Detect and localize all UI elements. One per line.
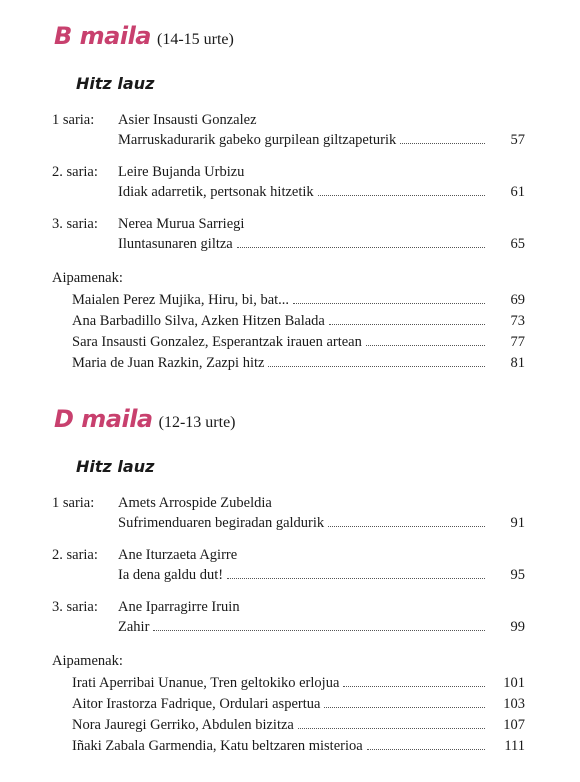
prize-entry <box>0 112 580 152</box>
mentions-label: Aipamenak: <box>52 270 123 286</box>
dot-leader <box>343 685 485 687</box>
prize-title: Zahir <box>118 619 150 635</box>
mention-entry <box>72 292 525 310</box>
page-number: 81 <box>510 355 525 371</box>
prize-author: Amets Arrospide Zubeldia <box>118 495 272 511</box>
prize-author: Ane Iturzaeta Agirre <box>118 547 238 563</box>
mention-text: Maria de Juan Razkin, Zazpi hitz <box>72 355 265 371</box>
level-age: (12-13 urte) <box>158 414 236 431</box>
prize-label: 3. saria: <box>52 216 98 232</box>
page-number: 73 <box>510 313 525 329</box>
dot-leader <box>318 194 485 196</box>
prize-entry <box>0 495 580 535</box>
mention-text: Iñaki Zabala Garmendia, Katu beltzaren misterioa <box>72 738 363 754</box>
category-heading: Hitz lauz <box>76 457 155 476</box>
dot-leader <box>367 748 485 750</box>
dot-leader <box>237 246 485 248</box>
mentions-label: Aipamenak: <box>52 653 123 669</box>
dot-leader <box>293 302 485 304</box>
mention-entry <box>72 355 525 373</box>
level-heading <box>54 22 234 50</box>
category-heading: Hitz lauz <box>76 74 155 93</box>
prize-label: 2. saria: <box>52 164 98 180</box>
dot-leader <box>366 344 485 346</box>
page-number: 69 <box>510 292 525 308</box>
prize-author: Asier Insausti Gonzalez <box>118 112 257 128</box>
prize-entry <box>0 599 580 639</box>
mention-text: Nora Jauregi Gerriko, Abdulen bizitza <box>72 717 294 733</box>
dot-leader <box>400 142 485 144</box>
prize-entry <box>0 216 580 256</box>
prize-title: Ia dena galdu dut! <box>118 567 224 583</box>
dot-leader <box>329 323 485 325</box>
prize-label: 2. saria: <box>52 547 98 563</box>
mention-entry <box>72 313 525 331</box>
level-name: B maila <box>54 22 151 50</box>
page-number: 57 <box>510 132 525 148</box>
prize-title: Idiak adarretik, pertsonak hitzetik <box>118 184 314 200</box>
page-number: 107 <box>503 717 525 733</box>
prize-author: Leire Bujanda Urbizu <box>118 164 245 180</box>
mention-entry <box>72 696 525 714</box>
page-number: 111 <box>504 738 525 754</box>
mention-entry <box>72 717 525 735</box>
level-age: (14-15 urte) <box>157 31 234 48</box>
prize-label: 1 saria: <box>52 112 95 128</box>
prize-label: 3. saria: <box>52 599 98 615</box>
page-number: 101 <box>503 675 525 691</box>
prize-entry <box>0 547 580 587</box>
prize-title: Sufrimenduaren begiradan galdurik <box>118 515 325 531</box>
mention-entry <box>72 334 525 352</box>
mention-entry <box>72 675 525 693</box>
mention-text: Ana Barbadillo Silva, Azken Hitzen Balada <box>72 313 325 329</box>
page-number: 65 <box>510 236 525 252</box>
prize-label: 1 saria: <box>52 495 95 511</box>
page-number: 103 <box>503 696 525 712</box>
dot-leader <box>153 629 485 631</box>
page-number: 61 <box>510 184 525 200</box>
prize-author: Ane Iparragirre Iruin <box>118 599 240 615</box>
page-number: 95 <box>510 567 525 583</box>
page-number: 91 <box>510 515 525 531</box>
prize-author: Nerea Murua Sarriegi <box>118 216 245 232</box>
prize-title: Marruskadurarik gabeko gurpilean giltzapeturik <box>118 132 397 148</box>
prize-entry <box>0 164 580 204</box>
mention-text: Sara Insausti Gonzalez, Esperantzak irauen artean <box>72 334 362 350</box>
dot-leader <box>298 727 485 729</box>
page-number: 99 <box>510 619 525 635</box>
page-number: 77 <box>510 334 525 350</box>
dot-leader <box>227 577 485 579</box>
level-heading <box>54 405 236 433</box>
mention-text: Aitor Irastorza Fadrique, Ordulari aspertua <box>72 696 321 712</box>
prize-title: Iluntasunaren giltza <box>118 236 233 252</box>
mention-text: Irati Aperribai Unanue, Tren geltokiko erlojua <box>72 675 340 691</box>
mention-text: Maialen Perez Mujika, Hiru, bi, bat... <box>72 292 290 308</box>
level-name: D maila <box>54 405 153 433</box>
dot-leader <box>268 365 485 367</box>
dot-leader <box>324 706 485 708</box>
dot-leader <box>328 525 485 527</box>
mention-entry <box>72 738 525 756</box>
